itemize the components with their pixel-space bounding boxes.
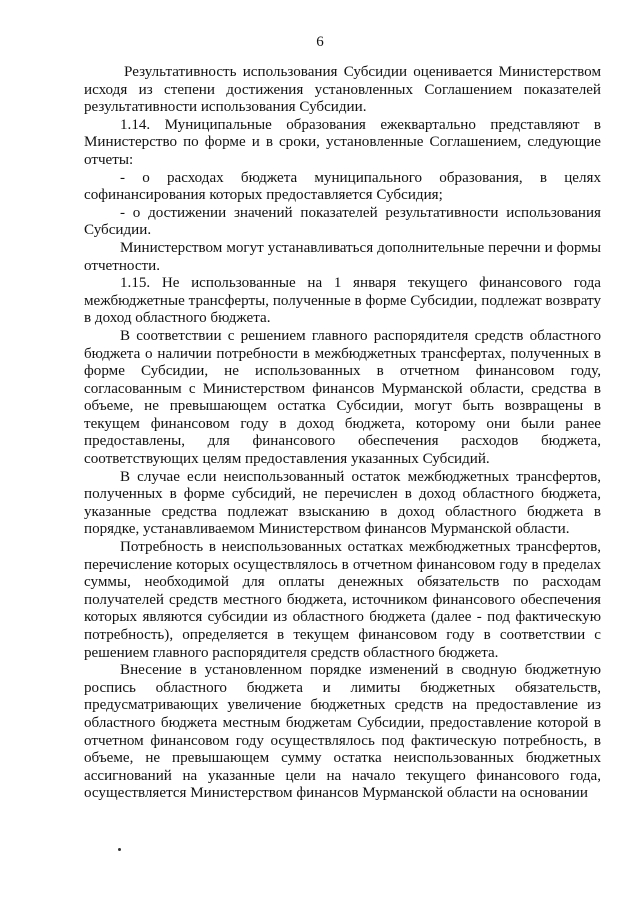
paragraph-recovery: В случае если неиспользованный остаток межбюджетных трансфертов, полученных в форме субсидий, не перечислен в доход областного бюджета, указанные средства подлежат взысканию в доход областного бюджета в порядке, устанавливаемом Министерством финансов Мурманской области. [84,468,601,538]
paragraph-additional-forms: Министерством могут устанавливаться дополнительные перечни и формы отчетности. [84,239,601,274]
paragraph-effectiveness: Результативность использования Субсидии оценивается Министерством исходя из степени достижения установленных Соглашением показателей результативности использования Субсидии. [84,64,601,116]
paragraph-1-14: 1.14. Муниципальные образования ежеквартально представляют в Министерство по форме и в сроки, установленные Соглашением, следующие отчеты: [84,116,601,168]
page-number: 6 [316,34,324,50]
scan-speck [118,848,121,851]
paragraph-actual-need: Потребность в неиспользованных остатках межбюджетных трансфертов, перечисление которых осуществлялось в отчетном финансовом году в пределах суммы, необходимой для оплаты денежных обязательств по расходам получателей средств местного бюджета, источником финансового обеспечения которых являются субсидии из областного бюджета (далее - под фактическую потребность), определяется в текущем финансовом году в соответствии с решением главного распорядителя средств областного бюджета. [84,539,601,661]
list-item-expenses-report: - о расходах бюджета муниципального образования, в целях софинансирования которых предоставляется Субсидия; [84,169,601,204]
paragraph-budget-amendments: Внесение в установленном порядке изменений в сводную бюджетную роспись областного бюджета и лимиты бюджетных обязательств, предусматривающих увеличение бюджетных средств на предоставление из областного бюджета местным бюджетам Субсидии, предоставление которой в отчетном финансовом году осуществлялось под фактическую потребность, в объеме, не превышающем сумму остатка неиспользованных бюджетных ассигнований на указанные цели на начало текущего финансового года, осуществляется Министерством финансов Мурманской области на основании [84,662,601,802]
paragraph-1-15: 1.15. Не использованные на 1 января текущего финансового года межбюджетные трансферты, полученные в форме Субсидии, подлежат возврату в доход областного бюджета. [84,275,601,327]
list-item-indicators-report: - о достижении значений показателей результативности использования Субсидии. [84,204,601,239]
document-body [84,64,601,803]
paragraph-return-decision: В соответствии с решением главного распорядителя средств областного бюджета о наличии потребности в межбюджетных трансфертах, полученных в форме Субсидии, не использованных в отчетном финансовом году, согласованным с Министерством финансов Мурманской области, средства в объеме, не превышающем остатка Субсидии, могут быть возвращены в текущем финансовом году в доход бюджета, которому они были ранее предоставлены, для финансового обеспечения расходов бюджета, соответствующих целям предоставления указанных Субсидий. [84,327,601,468]
